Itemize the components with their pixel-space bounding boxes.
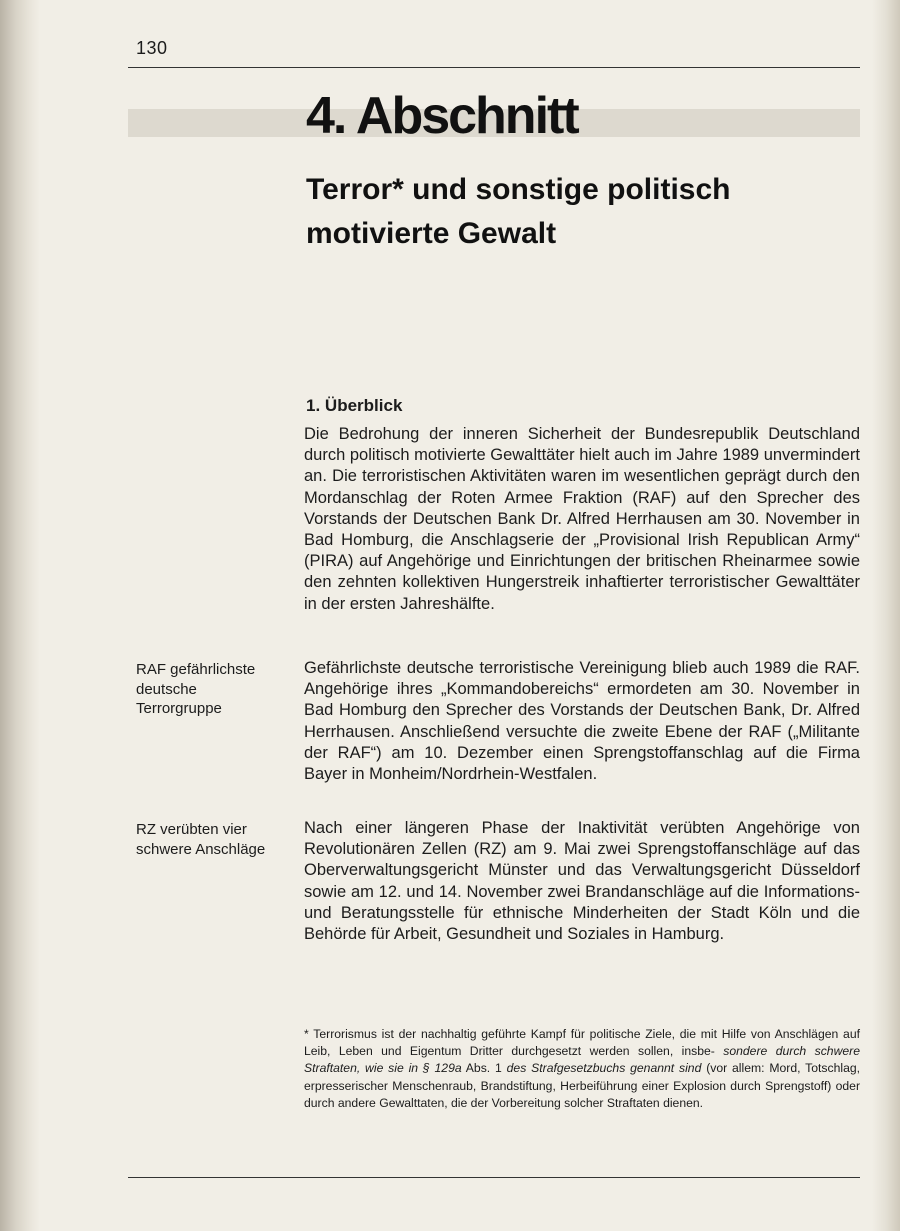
margin-note-raf: RAF gefährlichste deutsche Terrorgruppe bbox=[136, 661, 256, 717]
paragraph-2: Gefährlichste deutsche terroristische Vereinigung blieb auch 1989 die RAF. Angehörige ihres „Kommandobereichs“ ermordeten am 30. November in Bad Homburg den Sprecher des Vorstands der Deutschen Bank, Dr. Alfred Herrhausen. Anschließend versuchte die zweite Ebene der RAF („Militante der RAF“) am 10. Dezember einen Sprengstoffanschlag auf die Firma Bayer in Monheim/Nordrhein-Westfalen. bbox=[304, 659, 860, 784]
subsection-number: 1. bbox=[306, 396, 321, 415]
chapter-title: Terror* und sonstige politisch motivierte Gewalt bbox=[306, 173, 731, 250]
header-rule bbox=[128, 67, 860, 68]
footnote-part-2: sondere durch schwere Straftaten, wie sie in § 129a bbox=[304, 1044, 860, 1076]
page-number: 130 bbox=[136, 38, 168, 58]
book-binding-shadow bbox=[0, 0, 40, 1231]
paragraph-3: Nach einer längeren Phase der Inaktivität verübten Angehörige von Revolutionären Zellen (RZ) am 9. Mai zwei Sprengstoffanschläge auf das Oberverwaltungsgericht Münster und das Verwaltungsgericht Düsseldorf sowie am 12. und 14. November zwei Brandanschläge auf die Informations- und Beratungsstelle für ethnische Minderheiten der Stadt Köln und die Behörde für Arbeit, Gesundheit und Soziales in Hamburg. bbox=[304, 819, 860, 944]
footnote-part-4: des Strafgesetzbuchs genannt sind bbox=[506, 1061, 702, 1076]
footnote-part-5: (vor allem: Mord, Totschlag, erpresserischer Menschenraub, Brandstiftung, Herbeiführung einer Explosion durch Sprengstoff) oder durch andere Gewalttaten, die der Vorbereitung solcher Straftaten dienen. bbox=[304, 1061, 861, 1110]
subsection-heading bbox=[306, 396, 402, 416]
footnote-part-1: * Terrorismus ist der nachhaltig geführte Kampf für politische Ziele, die mit Hilfe von Anschlägen auf Leib, Leben und Eigentum Dritter durchgesetzt werden sollen, insbe- bbox=[304, 1027, 860, 1059]
subsection-title: Überblick bbox=[324, 396, 403, 415]
footnote bbox=[304, 1026, 860, 1112]
margin-note-rz: RZ verübten vier schwere Anschläge bbox=[136, 821, 266, 858]
paragraph-1: Die Bedrohung der inneren Sicherheit der Bundesrepublik Deutschland durch politisch motivierte Gewalttäter hielt auch im Jahre 1989 unvermindert an. Die terroristischen Aktivitäten waren im wesentlichen geprägt durch den Mordanschlag der Roten Armee Fraktion (RAF) auf den Sprecher des Vorstands der Deutschen Bank Dr. Alfred Herrhausen am 30. November in Bad Homburg, die Anschlagserie der „Provisional Irish Republican Army“ (PIRA) auf Angehörige und Einrichtungen der britischen Rheinarmee sowie den zehnten kollektiven Hungerstreik inhaftierter terroristischer Gewalttäter in der ersten Jahreshälfte. bbox=[304, 425, 860, 613]
section-heading: 4. Abschnitt bbox=[306, 87, 578, 145]
page-edge-shadow bbox=[872, 0, 900, 1231]
footnote-part-3: Abs. 1 bbox=[461, 1061, 507, 1076]
footer-rule bbox=[128, 1177, 860, 1178]
